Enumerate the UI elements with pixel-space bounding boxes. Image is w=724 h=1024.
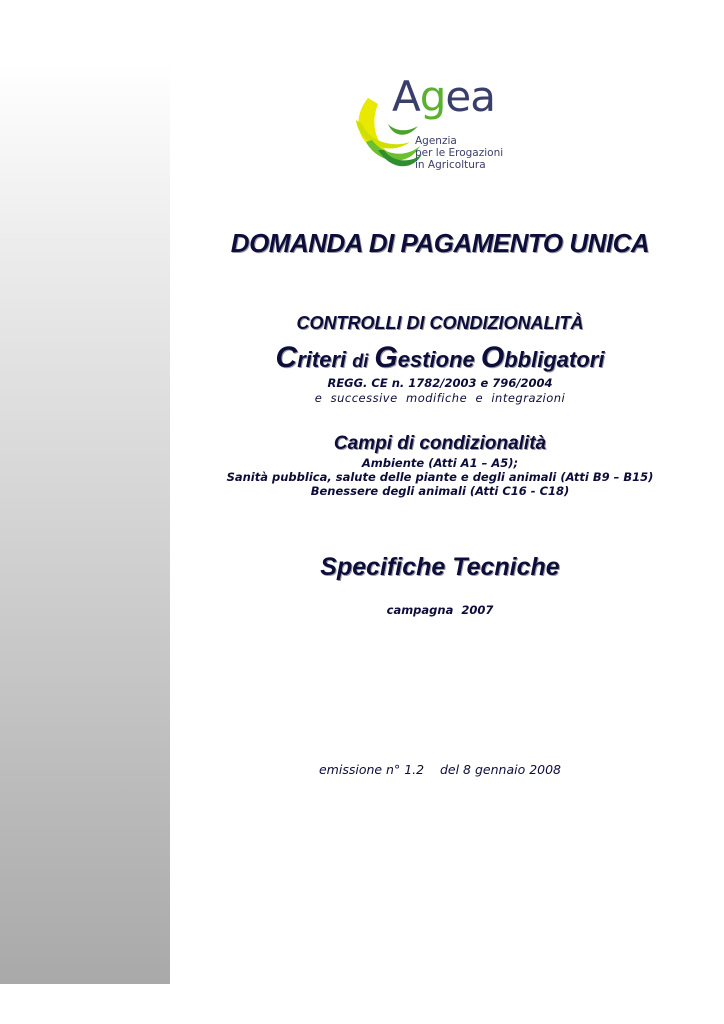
logo-subtitle-line: per le Erogazioni — [415, 147, 504, 159]
regulations-note: e successive modifiche e integrazioni — [314, 391, 566, 405]
fields-list — [190, 456, 690, 498]
regulations-line: REGG. CE n. 1782/2003 e 796/2004 — [327, 376, 553, 390]
cgo-word: estione — [397, 347, 475, 372]
cgo-word: di — [352, 351, 369, 371]
section-heading: CONTROLLI DI CONDIZIONALITÀ — [296, 313, 584, 333]
cgo-initial: C — [275, 341, 298, 374]
campaign-label: campagna 2007 — [386, 603, 494, 617]
field-item: Sanità pubblica, salute delle piante e degli animali (Atti B9 – B15) — [226, 470, 654, 484]
logo-subtitle-line: Agenzia — [415, 135, 457, 147]
cgo-initial: G — [374, 341, 398, 374]
spec-title: Specifiche Tecniche — [320, 553, 560, 581]
cgo-heading — [190, 341, 690, 375]
agea-logo-wordmark: Agea — [392, 72, 495, 121]
document-title: DOMANDA DI PAGAMENTO UNICA — [230, 228, 650, 258]
field-item: Ambiente (Atti A1 – A5); — [361, 456, 519, 470]
regulations-block — [190, 376, 690, 406]
logo-subtitle-line: in Agricoltura — [415, 159, 486, 171]
agea-logo-subtitle — [415, 135, 503, 171]
cgo-word: bbligatori — [504, 347, 605, 372]
cgo-initial: O — [480, 341, 505, 374]
cgo-word: riteri — [297, 347, 347, 372]
side-gradient-band — [0, 62, 170, 984]
emission-label: emissione n° 1.2 del 8 gennaio 2008 — [318, 762, 562, 777]
fields-title: Campi di condizionalità — [333, 433, 547, 454]
field-item: Benessere degli animali (Atti C16 - C18) — [310, 484, 570, 498]
